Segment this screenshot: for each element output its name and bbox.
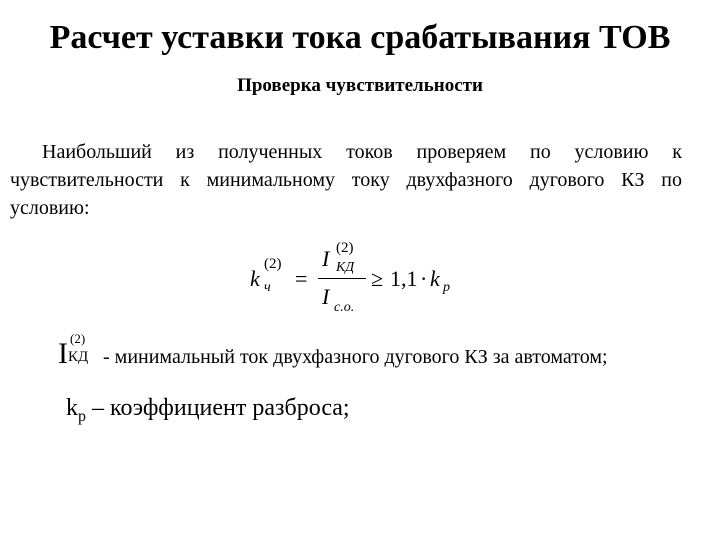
sensitivity-formula	[240, 240, 470, 320]
formula-equals: =	[295, 266, 308, 291]
fraction-bar	[318, 278, 366, 279]
definition-ikd-text: - минимальный ток двухфазного дугового КЗ за автоматом;	[103, 346, 608, 368]
formula-kp-symbol: k	[430, 266, 440, 291]
formula-k-subscript: ч	[264, 280, 271, 295]
definition-ikd-subscript: КД	[68, 349, 89, 365]
definition-kp-symbol: k	[66, 395, 78, 421]
formula-numerator-I: I	[322, 246, 330, 271]
section-subtitle: Проверка чувствительности	[237, 75, 483, 96]
formula-kp-subscript: р	[443, 280, 450, 295]
formula-denominator-I: I	[322, 284, 330, 309]
formula-denominator-subscript: с.о.	[334, 300, 355, 315]
body-paragraph: Наибольший из полученных токов проверяем по условию к чувствительности к минимальному току двухфазного дугового КЗ по условию:	[10, 141, 682, 219]
formula-coefficient: 1,1	[390, 266, 418, 291]
formula-dot: ·	[420, 266, 428, 291]
formula-geq: ≥	[371, 266, 384, 291]
definition-kp-text: – коэффициент разброса;	[92, 395, 350, 421]
definition-ikd	[58, 331, 608, 371]
definition-ikd-indices	[68, 331, 98, 367]
formula-numerator-superscript: (2)	[336, 240, 354, 256]
definition-kp-subscript: р	[78, 408, 86, 425]
formula-numerator-subscript: КД	[336, 260, 355, 275]
page-title: Расчет уставки тока срабатывания ТОВ	[49, 19, 671, 56]
definition-ikd-superscript: (2)	[70, 331, 86, 346]
definition-ikd-symbol: I	[58, 337, 68, 370]
formula-k-superscript: (2)	[264, 256, 282, 272]
definition-kp	[66, 395, 350, 425]
formula-k-symbol: k	[250, 266, 260, 291]
